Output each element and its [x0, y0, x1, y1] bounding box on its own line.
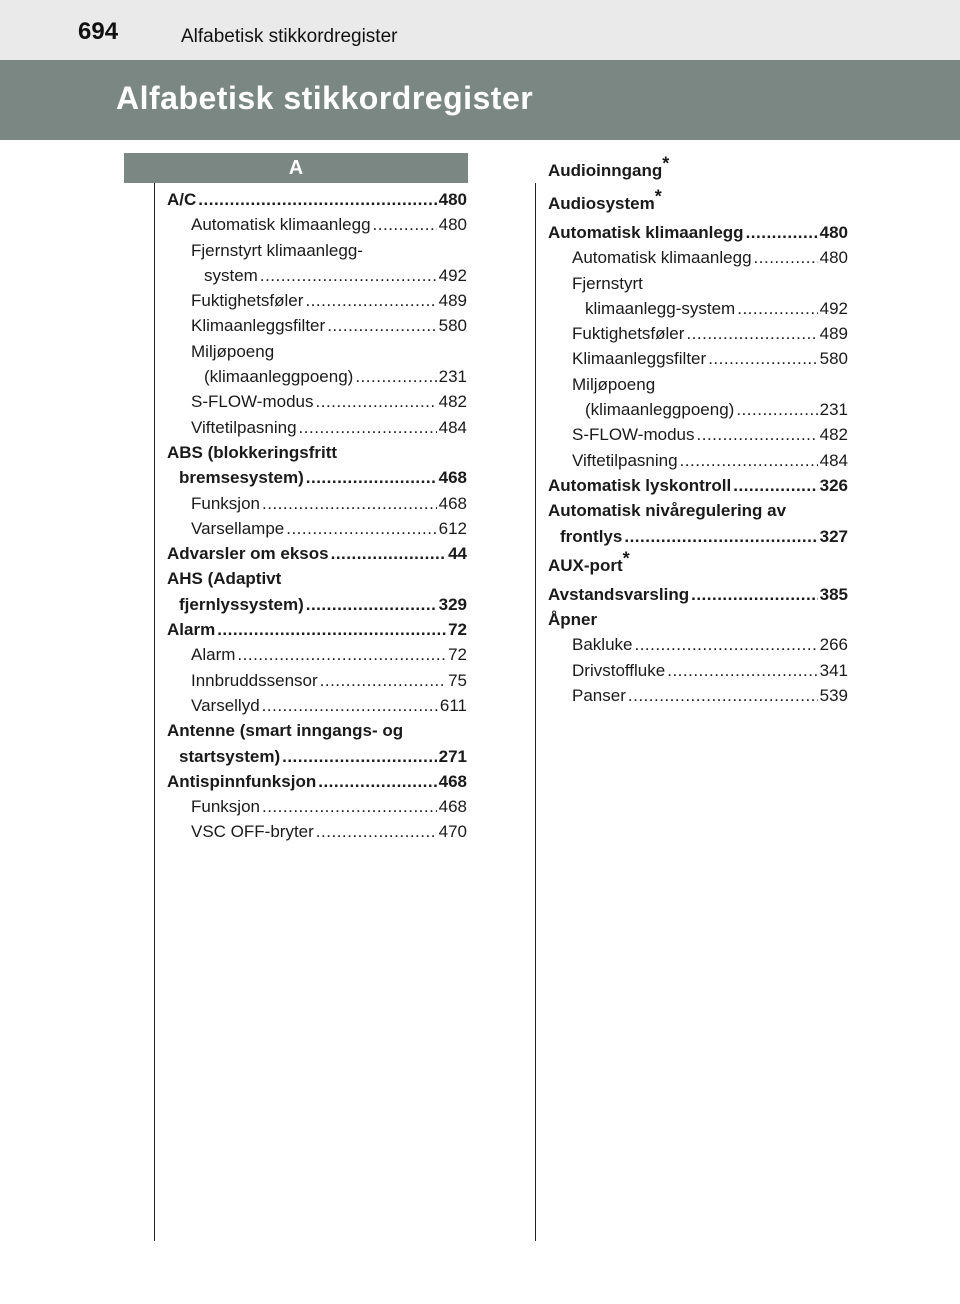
page-title: Alfabetisk stikkordregister [116, 80, 534, 116]
index-entry [167, 744, 467, 769]
entry-page-number: 480 [819, 223, 848, 242]
section-letter-header: A [124, 153, 468, 183]
dot-leader [355, 364, 436, 389]
entry-term: Panser [572, 686, 626, 706]
asterisk-marker: * [622, 548, 630, 569]
entry-term: Avstandsvarsling [548, 584, 690, 604]
index-entry [548, 524, 848, 549]
entry-term: S-FLOW-modus [572, 425, 695, 445]
entry-page-number: 266 [819, 635, 848, 655]
index-entry [167, 718, 467, 743]
page-number: 694 [78, 18, 119, 45]
entry-term: Audioinngang [548, 161, 663, 180]
entry-term: fjernlyssystem) [179, 594, 304, 614]
entry-term: klimaanlegg-system [585, 298, 736, 318]
index-entry [167, 263, 467, 288]
dot-leader [316, 389, 437, 414]
index-entry [167, 693, 467, 718]
entry-term: Automatisk klimaanlegg [191, 215, 371, 235]
index-column-1 [167, 187, 467, 845]
entry-term: Automatisk klimaanlegg [572, 248, 752, 268]
entry-term: Fuktighetsføler [191, 291, 304, 311]
dot-leader [237, 642, 446, 667]
entry-page-number: 480 [438, 190, 467, 209]
dot-leader [624, 524, 817, 549]
index-entry [167, 339, 467, 364]
entry-page-number: 492 [819, 298, 848, 318]
index-entry [167, 541, 467, 566]
dot-leader [306, 592, 437, 617]
index-entry [167, 415, 467, 440]
index-entry [167, 313, 467, 338]
entry-page-number: 470 [438, 822, 467, 842]
entry-term: AHS (Adaptivt [167, 569, 282, 589]
dot-leader [733, 473, 817, 498]
entry-page-number: 480 [819, 248, 848, 268]
entry-page-number: 341 [819, 660, 848, 680]
entry-term: Fjernstyrt klimaanlegg- [191, 240, 363, 260]
entry-term: Bakluke [572, 635, 633, 655]
entry-page-number: 231 [438, 367, 467, 387]
dot-leader [299, 415, 437, 440]
index-entry [548, 346, 848, 371]
entry-term: Funksjon [191, 797, 260, 817]
entry-term: Automatisk nivåregulering av [548, 501, 787, 521]
entry-term: ABS (blokkeringsfritt [167, 442, 338, 462]
index-entry [167, 389, 467, 414]
entry-page-number: 468 [438, 468, 467, 488]
entry-term: Audiosystem [548, 194, 655, 213]
entry-page-number: 326 [819, 475, 848, 495]
dot-leader [697, 422, 818, 447]
asterisk-marker: * [654, 186, 662, 207]
index-entry [167, 440, 467, 465]
entry-page-number: 480 [438, 215, 467, 235]
index-entry [548, 397, 848, 422]
dot-leader [686, 321, 817, 346]
entry-term: VSC OFF-bryter [191, 822, 314, 842]
entry-term: Automatisk lyskontroll [548, 475, 732, 495]
entry-term: Klimaanleggsfilter [572, 349, 707, 369]
entry-page-number: 539 [819, 686, 848, 706]
index-entry [548, 549, 848, 582]
entry-page-number: 482 [819, 425, 848, 445]
entry-page-number: 580 [819, 349, 848, 369]
entry-page-number: 611 [439, 695, 467, 715]
entry-page-number: 484 [819, 450, 848, 470]
index-entry [548, 607, 848, 632]
index-entry [167, 566, 467, 591]
entry-page-number: 231 [819, 400, 848, 420]
dot-leader [331, 541, 446, 566]
entry-page-number: 271 [438, 746, 467, 766]
index-entry [548, 683, 848, 708]
dot-leader [262, 491, 437, 516]
entry-page-number: 468 [438, 797, 467, 817]
entry-page-number: 44 [448, 544, 467, 564]
entry-term: AUX-port [548, 555, 623, 575]
entry-term: frontlys [560, 526, 623, 546]
dot-leader [708, 346, 817, 371]
entry-term: Miljøpoeng [572, 374, 656, 394]
entry-term: Varsellampe [191, 518, 285, 538]
entry-page-number: 72 [448, 645, 467, 665]
entry-term: (klimaanleggpoeng) [204, 367, 354, 387]
running-title: Alfabetisk stikkordregister [181, 26, 398, 47]
index-entry [548, 473, 848, 498]
entry-page-number: 468 [438, 771, 467, 791]
column-divider-right [535, 183, 536, 1241]
index-entry [167, 187, 467, 212]
entry-page-number: 385 [819, 584, 848, 604]
entry-term: Innbruddssensor [191, 670, 318, 690]
dot-leader [628, 683, 818, 708]
index-entry [167, 212, 467, 237]
column-divider-left [154, 183, 155, 1241]
entry-term: Varsellyd [191, 695, 260, 715]
entry-term: (klimaanleggpoeng) [585, 400, 735, 420]
entry-term: Alarm [167, 620, 216, 640]
dot-leader [754, 245, 818, 270]
index-entry [167, 668, 467, 693]
index-entry [548, 296, 848, 321]
dot-leader [691, 582, 818, 607]
index-entry [548, 422, 848, 447]
dot-leader [306, 465, 437, 490]
index-entry [167, 238, 467, 263]
index-entry [548, 154, 848, 187]
entry-page-number: 484 [438, 417, 467, 437]
entry-term: Åpner [548, 610, 598, 630]
index-entry [167, 491, 467, 516]
entry-term: Automatisk klimaanlegg [548, 223, 744, 242]
dot-leader [737, 296, 817, 321]
index-entry [548, 187, 848, 220]
dot-leader [316, 819, 437, 844]
dot-leader [667, 658, 817, 683]
entry-page-number: 482 [438, 392, 467, 412]
index-entry [548, 498, 848, 523]
asterisk-marker: * [662, 153, 670, 174]
entry-term: Viftetilpasning [572, 450, 678, 470]
entry-term: Advarsler om eksos [167, 544, 329, 564]
index-entry [167, 617, 467, 642]
dot-leader [282, 744, 437, 769]
index-entry [548, 632, 848, 657]
entry-page-number: 468 [438, 493, 467, 513]
entry-term: Antenne (smart inngangs- og [167, 721, 404, 741]
dot-leader [680, 448, 818, 473]
entry-term: system [204, 265, 258, 285]
entry-page-number: 489 [438, 291, 467, 311]
entry-term: startsystem) [179, 746, 281, 766]
index-entry [167, 794, 467, 819]
index-entry [167, 592, 467, 617]
dot-leader [305, 288, 436, 313]
running-header [0, 0, 960, 60]
index-entry [167, 288, 467, 313]
dot-leader [373, 212, 437, 237]
entry-term: Drivstoffluke [572, 660, 666, 680]
index-entry [548, 321, 848, 346]
dot-leader [634, 632, 817, 657]
entry-term: bremsesystem) [179, 468, 304, 488]
dot-leader [320, 668, 446, 693]
entry-page-number: 489 [819, 324, 848, 344]
dot-leader [217, 617, 446, 642]
entry-page-number: 72 [448, 620, 467, 640]
dot-leader [746, 220, 818, 245]
entry-page-number: 75 [448, 670, 467, 690]
dot-leader [198, 187, 436, 212]
dot-leader [262, 693, 438, 718]
entry-page-number: 329 [438, 594, 467, 614]
index-entry [167, 642, 467, 667]
index-entry [548, 245, 848, 270]
index-entry [548, 658, 848, 683]
entry-term: S-FLOW-modus [191, 392, 314, 412]
index-column-2 [548, 154, 848, 708]
entry-term: Antispinnfunksjon [167, 771, 317, 791]
entry-term: Funksjon [191, 493, 260, 513]
index-entry [548, 372, 848, 397]
dot-leader [318, 769, 436, 794]
index-entry [548, 220, 848, 245]
index-entry [167, 364, 467, 389]
index-entry [548, 582, 848, 607]
entry-term: Miljøpoeng [191, 341, 275, 361]
entry-term: Fjernstyrt [572, 273, 643, 293]
dot-leader [286, 516, 436, 541]
dot-leader [327, 313, 436, 338]
dot-leader [736, 397, 817, 422]
entry-page-number: 492 [438, 265, 467, 285]
index-entry [167, 465, 467, 490]
entry-term: Viftetilpasning [191, 417, 297, 437]
index-entry [167, 769, 467, 794]
entry-term: Fuktighetsføler [572, 324, 685, 344]
index-entry [167, 819, 467, 844]
dot-leader [260, 263, 437, 288]
entry-page-number: 580 [438, 316, 467, 336]
entry-page-number: 612 [438, 518, 467, 538]
index-entry [167, 516, 467, 541]
entry-term: A/C [167, 190, 197, 209]
dot-leader [262, 794, 437, 819]
entry-term: Alarm [191, 645, 236, 665]
entry-term: Klimaanleggsfilter [191, 316, 326, 336]
index-entry [548, 271, 848, 296]
index-entry [548, 448, 848, 473]
entry-page-number: 327 [819, 526, 848, 546]
